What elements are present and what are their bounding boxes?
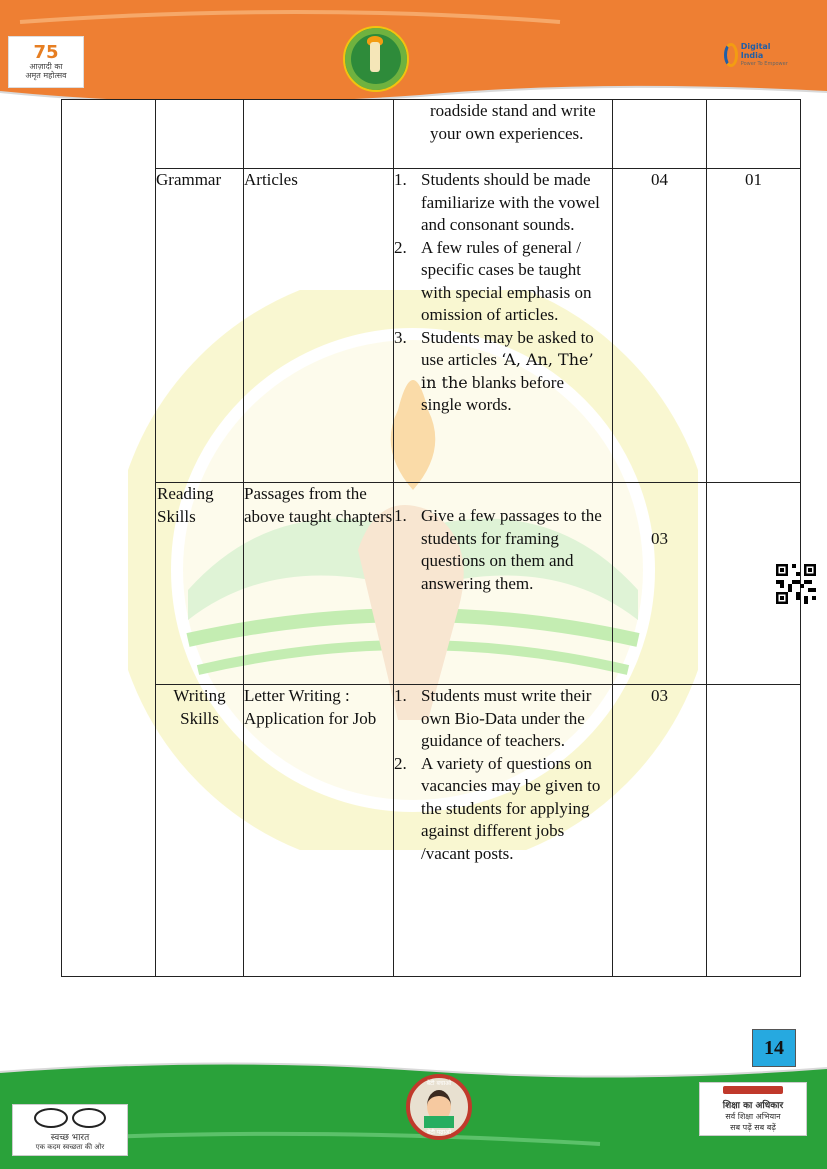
shiksha-ka-adhikar-logo — [699, 1082, 807, 1136]
bharat-text: भारत — [71, 1133, 90, 1143]
torch-icon — [370, 42, 380, 72]
logo-line2: अमृत महोत्सव — [25, 71, 67, 80]
topic-cell — [244, 100, 394, 169]
topic-cell: Letter Writing : Application for Job — [244, 685, 394, 977]
topic-cell: Passages from the above taught chapters — [244, 483, 394, 685]
empty-unit-cell — [62, 100, 156, 977]
activity-continuation-text: roadside stand and write your own experiences. — [430, 101, 596, 143]
sab-padhe-text: सब पढ़ें सब बढ़ें — [730, 1122, 776, 1132]
list-item: 2. A variety of questions on vacancies may be given to the students for applying against different jobs /vacant posts. — [394, 753, 612, 866]
sarva-shiksha-text: सर्व शिक्षा अभियान — [725, 1111, 781, 1121]
azadi-ka-amrit-mahotsav-logo — [8, 36, 84, 88]
activity-text: Give a few passages to the students for framing questions on them and answering them. — [421, 506, 602, 593]
activities-cell — [394, 100, 613, 169]
activity-text: A variety of questions on vacancies may be given to the students for applying against different jobs /vacant posts. — [421, 753, 601, 863]
subject-cell: Reading Skills — [156, 483, 244, 685]
marks-cell: 01 — [707, 169, 801, 483]
digital-india-mark-icon — [724, 43, 738, 67]
periods-cell: 04 — [613, 169, 707, 483]
activity-list — [394, 685, 612, 865]
activities-cell — [394, 685, 613, 977]
digital-india-tagline: Power To Empower — [740, 60, 788, 67]
periods-cell — [613, 100, 707, 169]
list-item: 1. Students should be made familiarize with the vowel and consonant sounds. — [394, 169, 612, 237]
list-item: 1. Give a few passages to the students for framing questions on them and answering them. — [394, 505, 612, 595]
subject-cell — [156, 100, 244, 169]
table-row — [62, 100, 801, 169]
marks-cell — [707, 100, 801, 169]
page-number: 14 — [752, 1029, 796, 1067]
list-item: 2. A few rules of general / specific cases be taught with special emphasis on omission of articles. — [394, 237, 612, 327]
swachh-text: स्वच्छ — [50, 1133, 69, 1143]
beti-bachao-logo — [406, 1074, 472, 1140]
digital-india-logo — [724, 40, 794, 70]
periods-cell: 03 — [613, 685, 707, 977]
activity-text-tail: blanks before single words. — [421, 372, 565, 414]
periods-cell: 03 — [613, 483, 707, 685]
activity-text: Students should be made familiarize with the vowel and consonant sounds. — [421, 170, 600, 234]
marks-cell — [707, 685, 801, 977]
subject-cell: Writing Skills — [156, 685, 244, 977]
syllabus-table — [61, 99, 801, 977]
activities-cell — [394, 483, 613, 685]
articles-emphasis-text: ‘A, An, The’ in the — [421, 350, 594, 392]
topic-cell: Articles — [244, 169, 394, 483]
list-item: 3. Students may be asked to use articles ‘A, An, The’ in the blanks before single words. — [394, 327, 594, 414]
page-header — [0, 0, 827, 100]
activity-text: A few rules of general / specific cases be taught with special emphasis on omission of articles. — [421, 237, 592, 324]
activity-text: Students must write their own Bio-Data under the guidance of teachers. — [421, 686, 592, 750]
book-icon — [424, 1116, 454, 1128]
children-icon — [723, 1086, 783, 1094]
logo-numeral: 75 — [33, 42, 59, 63]
table-row — [62, 169, 801, 483]
activity-text: Students may be asked to use articles — [421, 327, 594, 369]
activity-list — [394, 505, 612, 595]
page-footer — [0, 1060, 827, 1169]
swachh-tagline: एक कदम स्वच्छता की ओर — [35, 1143, 105, 1151]
activities-cell — [394, 169, 613, 483]
swachh-bharat-logo — [12, 1104, 128, 1156]
qr-code-icon[interactable] — [776, 564, 816, 604]
shiksha-title: शिक्षा का अधिकार — [722, 1100, 784, 1111]
beti-bachao-bottom-text: बेटी पढ़ाओ — [426, 1129, 452, 1136]
logo-line1: आज़ादी का — [29, 62, 63, 71]
table-row — [62, 483, 801, 685]
board-seal-icon — [343, 26, 409, 92]
digital-india-name: Digital India — [740, 41, 771, 60]
list-item: 1. Students must write their own Bio-Data under the guidance of teachers. — [394, 685, 612, 753]
table-row — [62, 685, 801, 977]
activity-list — [394, 169, 612, 417]
beti-bachao-top-text: बेटी बचाओ — [426, 1080, 452, 1087]
gandhi-glasses-icon — [34, 1108, 106, 1128]
header-band — [0, 0, 827, 100]
subject-cell: Grammar — [156, 169, 244, 483]
